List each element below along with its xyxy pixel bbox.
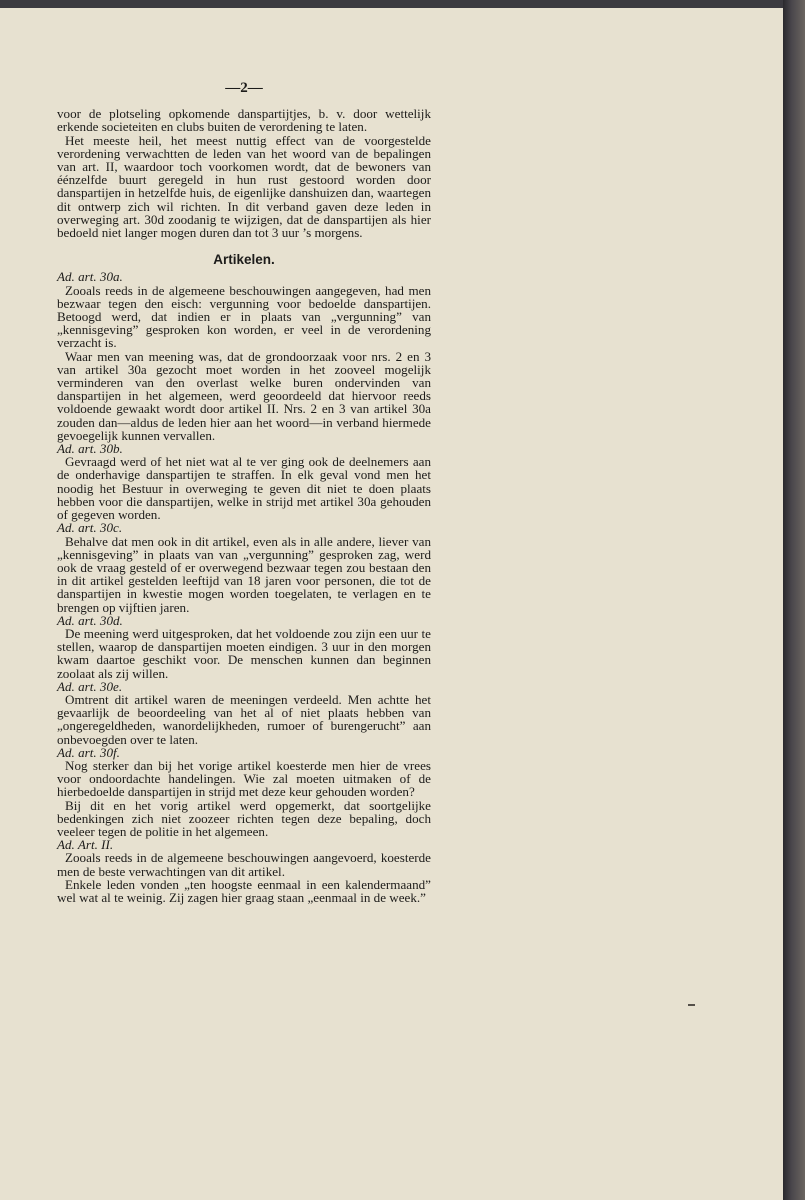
article-paragraph: Bij dit en het vorig artikel werd opgemerkt, dat soortgelijke bedenkingen zich niet zoozeer richten tegen deze bepaling, doch veeleer tegen de politie in het algemeen.	[57, 797, 431, 839]
article-paragraph: Waar men van meening was, dat de grondoorzaak voor nrs. 2 en 3 van artikel 30a gezocht moet worden in het zooveel mogelijk verminderen van den overlast welke buren ondervinden van danspartijen in het algemeen, werd geoordeeld dat hiervoor reeds voldoende gewaakt wordt door artikel II. Nrs. 2 en 3 van artikel 30a zouden dan—aldus de leden hier aan het woord—in verband hiermede gevoegelijk kunnen vervallen.	[57, 348, 431, 443]
article-paragraph: Gevraagd werd of het niet wat al te ver ging ook de deelnemers aan de onderhavige danspartijen te straffen. In elk geval vond men het noodig het Bestuur in overweging te geven dit niet te doen plaats hebben voor die danspartijen, welke in strijd met artikel 30a gehouden of gegeven worden.	[57, 454, 431, 523]
article-heading: Ad. art. 30d.	[57, 612, 123, 628]
article-heading: Ad. art. 30f.	[57, 744, 120, 760]
show-through-text	[490, 78, 760, 226]
article-heading: Ad. art. 30b.	[57, 441, 123, 457]
page-text-column	[57, 82, 431, 904]
article-heading: Ad. art. 30a.	[57, 269, 123, 285]
article-paragraph: Zooals reeds in de algemeene beschouwingen aangevoerd, koesterde men de beste verwachtingen van dit artikel.	[57, 850, 431, 879]
article-paragraph: Zooals reeds in de algemeene beschouwingen aangegeven, had men bezwaar tegen den eisch: vergunning voor bedoelde danspartijen. Betoogd werd, dat indien er in plaats van „vergunning” van „kennisgeving” gesproken kon worden, er veel in de verordening verzacht is.	[57, 282, 431, 351]
article-paragraph: Omtrent dit artikel waren de meeningen verdeeld. Men achtte het gevaarlijk de beoordeeling van het al of niet plaats hebben van „ongeregeldheden, wanordelijkheden, rumoer of burengerucht” aan onbevoegden over te laten.	[57, 691, 431, 747]
article-heading: Ad. art. 30e.	[57, 678, 123, 694]
ink-mark	[688, 1004, 695, 1006]
document-page	[0, 8, 783, 1200]
article-paragraph: De meening werd uitgesproken, dat het voldoende zou zijn een uur te stellen, waarop de danspartijen moeten eindigen. 3 uur in den morgen kwam daartoe geschikt voor. De menschen kunnen dan beginnen zoolaat als zij willen.	[57, 625, 431, 681]
section-title: Artikelen.	[213, 252, 275, 268]
page-number: —2—	[225, 80, 263, 96]
article-paragraph: Enkele leden vonden „ten hoogste eenmaal in een kalendermaand” wel wat al te weinig. Zij zagen hier graag staan „eenmaal in de week.”	[57, 876, 431, 905]
article-paragraph: Behalve dat men ook in dit artikel, even als in alle andere, liever van „kennisgeving” in plaats van van „vergunning” gesproken zag, werd ook de vraag gesteld of er overwegend bezwaar tegen zou bestaan den in dit artikel gestelden leeftijd van 18 jaren voor personen, die tot de danspartijen in kwestie mogen worden toegelaten, te verlagen en te brengen op vijftien jaren.	[57, 533, 431, 615]
article-paragraph: Nog sterker dan bij het vorige artikel koesterde men hier de vrees voor ondoordachte handelingen. Wie zal moeten uitmaken of de hierbedoelde danspartijen in strijd met deze keur gehouden worden?	[57, 757, 431, 800]
article-heading: Ad. art. 30c.	[57, 520, 123, 536]
intro-paragraph: voor de plotseling opkomende danspartijtjes, b. v. door wettelijk erkende societeiten en clubs buiten de verordening te laten.	[57, 106, 431, 135]
page-edge-shadow	[783, 0, 805, 1200]
intro-paragraph: Het meeste heil, het meest nuttig effect van de voorgestelde verordening verwachtten de leden van het woord van de bepalingen van art. II, waardoor toch voorkomen wordt, dat de bewoners van éénzelfde buurt geregeld in hun rust gestoord worden door danspartijen in hetzelfde huis, de eigenlijke danshuizen dan, waartegen dit ontwerp zich wil richten. In dit verband gaven deze leden in overweging art. 30d zoodanig te wijzigen, dat de danspartijen als hier bedoeld niet langer mogen duren dan tot 3 uur ’s morgens.	[57, 132, 431, 241]
article-heading: Ad. Art. II.	[57, 837, 114, 853]
